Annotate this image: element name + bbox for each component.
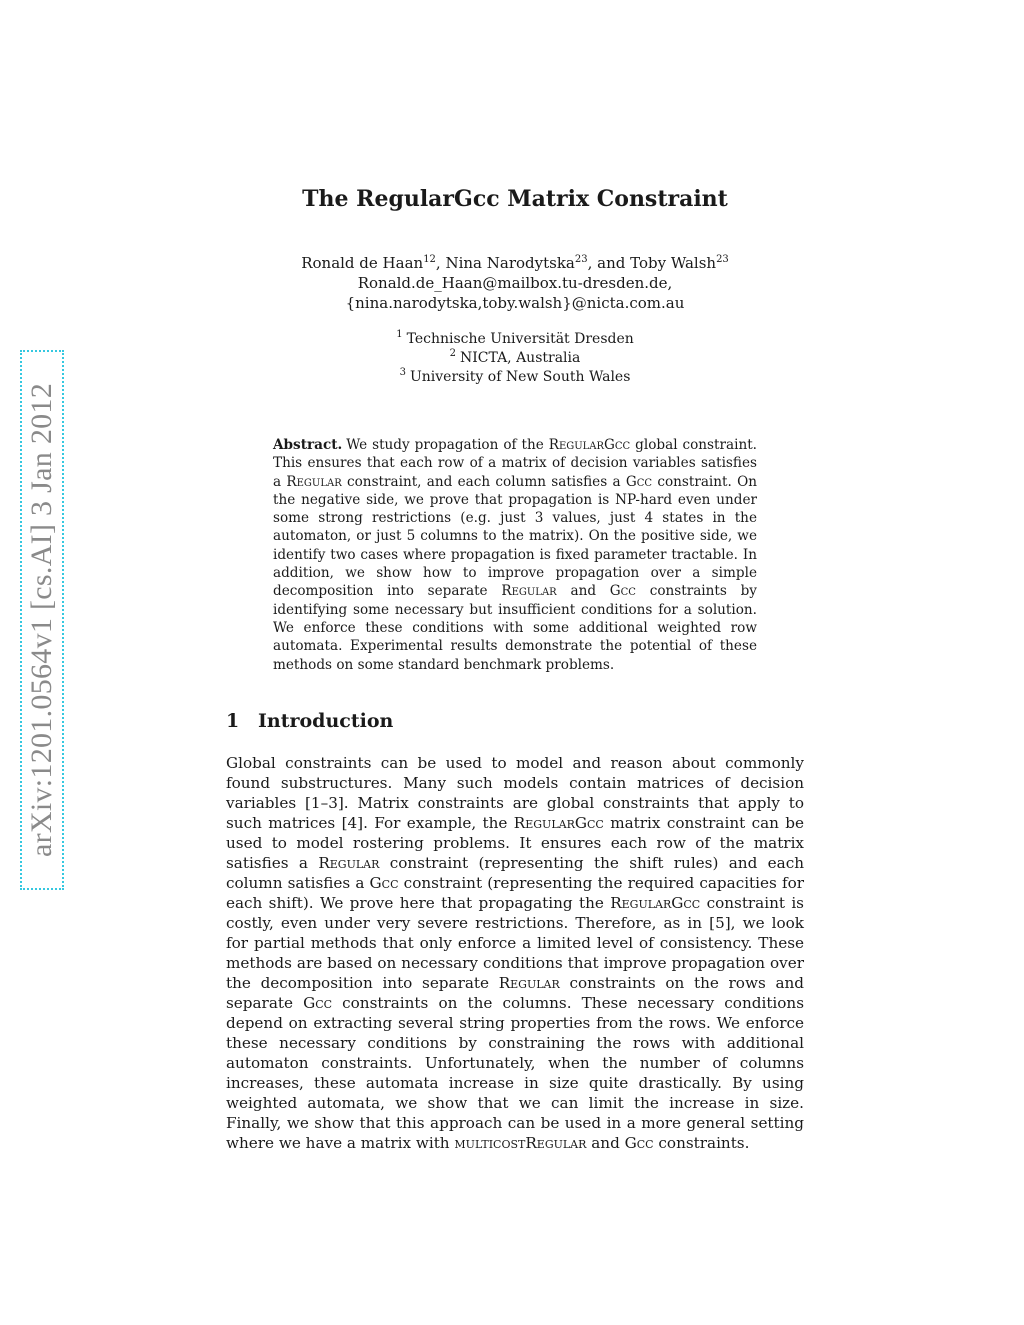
affiliation-marker: 1 [396,329,403,341]
abstract-text: constraint. On the negative side, we prove that propagation is NP-hard even under some strong restrictions (e.g. just 3 values, just 4 states in the automaton, or just 5 columns to the matrix). On the positive side, we identify two cases where propagation is fixed parameter tractable. In addition, we show how to improve propagation over a simple decomposition into separate [273,473,757,600]
constraint-name: Gcc [624,1134,654,1152]
constraint-name: RegularGcc [610,894,701,912]
constraint-name: Regular [286,473,342,490]
introduction-paragraph [226,753,804,1153]
affiliation-list [226,330,804,387]
author-name: Ronald de Haan [301,254,424,272]
author-block [226,253,804,313]
arxiv-id-text: arXiv:1201.0564v1 [cs.AI] 3 Jan 2012 [25,382,58,858]
author-affiliation-marker: 23 [716,254,729,265]
author-names [226,253,804,273]
section-number: 1 [226,710,240,732]
affiliation-name: NICTA, Australia [460,350,581,366]
constraint-name: Gcc [369,874,399,892]
body-text: constraints on the columns. These necessary conditions depend on extracting several string properties from the rows. We enforce these necessary conditions by constraining the rows with additional automaton constraints. Unfortunately, when the number of columns increases, these automata increase in size quite drastically. By using weighted automata, we show that we can limit the increase in size. Finally, we show that this approach can be used in a more general setting where we have a matrix with [226,994,804,1152]
author-affiliation-marker: 12 [423,254,436,265]
affiliation [226,330,804,349]
constraint-name: Gcc [625,473,653,490]
body-text: Global constraints can be used to model and reason about commonly found substructures. Many such models contain matrices of decision variables [1–3]. Matrix constraints are global constraints that apply to such matrices [4]. For example, the [226,754,804,832]
author-email: {nina.narodytska,toby.walsh}@nicta.com.au [345,294,685,312]
affiliation [226,349,804,368]
body-text: constraint (representing the shift rules) and each column satisfies a [226,854,805,892]
affiliation-name: University of New South Wales [409,369,631,385]
constraint-name: Regular [318,854,380,872]
constraint-name: Gcc [609,583,636,600]
body-text: and [586,1134,625,1152]
body-text: constraint is costly, even under very severe restrictions. Therefore, as in [5], we look for partial methods that only enforce a limited level of consistency. These methods are based on necessary conditions that improve propagation over the decomposition into separate [226,894,804,992]
constraint-name: RegularGcc [548,437,631,453]
body-text: matrix constraint can be used to model rostering problems. It ensures each row of the matrix satisfies a [226,814,804,872]
section-heading [226,710,393,732]
constraint-name: RegularGcc [513,814,604,832]
abstract-text: constraints by identifying some necessary but insufficient conditions for a solution. We enforce these conditions with some additional weighted row automata. Experimental results demonstrate the potential of these methods on some standard benchmark problems. [273,583,757,673]
author-separator: , [435,254,446,272]
constraint-name: multicostRegular [454,1134,587,1152]
abstract-text: constraint, and each column satisfies a [341,473,626,490]
abstract-text: and [556,583,610,600]
paper-title: The RegularGcc Matrix Constraint [302,186,728,212]
abstract-text: We study propagation of the [346,437,549,453]
abstract [273,436,757,674]
author-affiliation-marker: 23 [574,254,588,265]
affiliation-marker: 3 [399,367,406,379]
affiliation-marker: 2 [449,348,456,360]
author-separator: , and [587,254,631,272]
affiliation [226,368,804,387]
author-name: Toby Walsh [630,254,717,272]
section-title: Introduction [258,710,394,732]
body-text: constraints on the rows and separate [226,974,805,1012]
abstract-label: Abstract. [273,437,343,453]
constraint-name: Regular [501,583,557,600]
author-email: Ronald.de_Haan@mailbox.tu-dresden.de, [357,274,673,292]
constraint-name: Regular [498,974,560,992]
affiliation-name: Technische Universität Dresden [406,331,634,347]
constraint-name: Gcc [303,994,333,1012]
body-text: constraint (representing the required capacities for each shift). We prove here that propagating the [226,874,804,912]
author-name: Nina Narodytska [445,254,575,272]
abstract-text: global constraint. This ensures that each row of a matrix of decision variables satisfies a [273,437,757,490]
body-text: constraints. [653,1134,750,1152]
arxiv-identifier-stamp [20,350,64,890]
